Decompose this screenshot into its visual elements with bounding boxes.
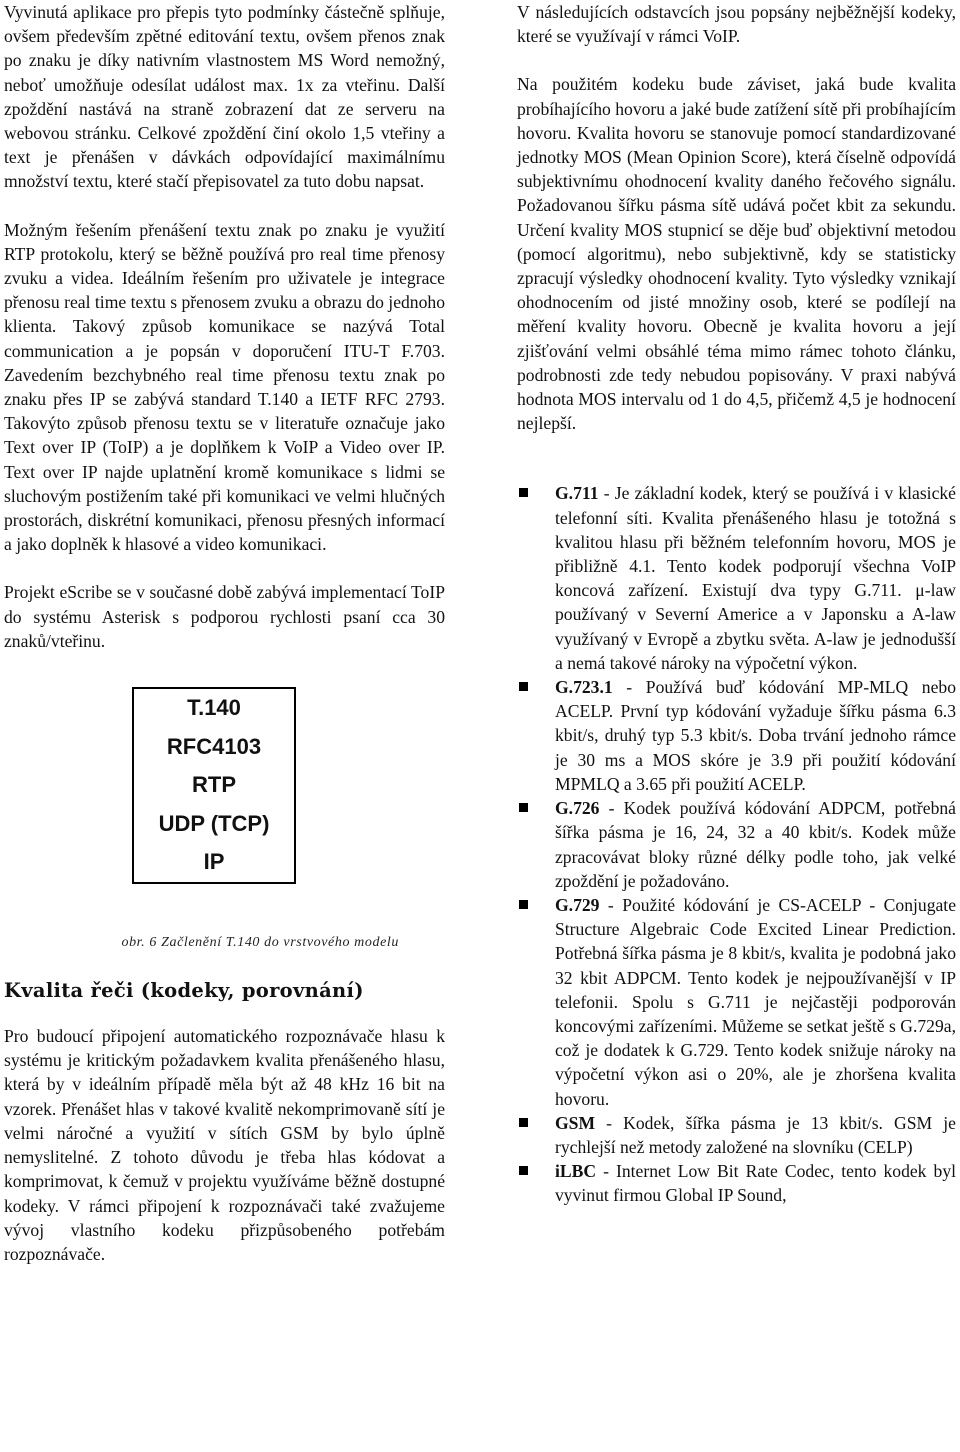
- codec-name: G.729: [555, 894, 600, 915]
- codec-name: G.723.1: [555, 677, 613, 698]
- list-item: [517, 796, 956, 893]
- escribe-paragraph: Projekt eScribe se v současné době zabývá implementací ToIP do systému Asterisk s podporou rychlosti psaní cca 30 znaků/vteřinu.: [4, 582, 445, 651]
- codec-description: - Internet Low Bit Rate Codec, tento kodek byl vyvinut firmou Global IP Sound,: [555, 1161, 956, 1206]
- mos-paragraph: Na použitém kodeku bude záviset, jaká bude kvalita probíhajícího hovoru a jaké bude zatížení sítě při probíhajícím hovoru. Kvalita hovoru se stanovuje pomocí standardizované jednotky MOS (Mean Opinion Score), která číselně odpovídá subjektivnímu ohodnocení kvality daného řečového signálu. Požadovanou šířku pásma sítě udává počet kbit za sekundu. Určení kvality MOS stupnicí se děje buď objektivní metodou (pomocí algoritmu), nebo subjektivně, kdy se statisticky zpracují výsledky ohodnocení kvality. Tyto výsledky vznikají ohodnocením od jisté množiny osob, které se podílejí na měření kvality hovoru. Obecně je kvalita hovoru a její zjišťování velmi obsáhlé téma mimo rámec tohoto článku, podrobnosti zde tedy nebudou popisovány. V praxi nabývá hodnota MOS intervalu od 1 do 4,5, přičemž 4,5 je hodnocení nejlepší.: [517, 74, 956, 434]
- codec-description: - Je základní kodek, který se používá i v klasické telefonní síti. Kvalita přenášeného hlasu je totožná s kvalitou hlasu při běžném telefonním hovoru, MOS je přibližně 4.1. Tento kodek podporují všechna VoIP koncová zařízení. Existují dva typy G.711. μ-law používaný v Severní Americe a v Japonsku a A-law využívaný v Evropě a zbytku světa. A-law je jednodušší a nemá takové nároky na výpočetní výkon.: [555, 483, 956, 673]
- codecs-intro-paragraph: V následujících odstavcích jsou popsány nejběžnější kodeky, které se využívají v rámci VoIP.: [517, 2, 956, 47]
- section-heading: Kvalita řeči (kodeky, porovnání): [4, 979, 364, 1003]
- square-bullet-icon: [519, 803, 528, 812]
- list-item: [517, 1159, 956, 1207]
- codec-description: - Kodek používá kódování ADPCM, potřebná šířka pásma je 16, 24, 32 a 40 kbit/s. Kodek může zpracovávat bloky různé délky podle toho, jak velké zpoždění je požadováno.: [555, 798, 956, 891]
- square-bullet-icon: [519, 682, 528, 691]
- square-bullet-icon: [519, 1118, 528, 1127]
- stack-layer: RTP: [192, 772, 236, 798]
- figure-caption: obr. 6 Začlenění T.140 do vrstvového modelu: [121, 935, 399, 951]
- list-item: [517, 893, 956, 1111]
- codec-name: GSM: [555, 1112, 596, 1133]
- codec-name: G.711: [555, 483, 599, 504]
- list-item: [517, 1111, 956, 1159]
- codec-list: [517, 481, 956, 1207]
- stack-layer: RFC4103: [166, 733, 262, 759]
- square-bullet-icon: [519, 488, 528, 497]
- right-column: [517, 0, 956, 1208]
- rtp-paragraph: Možným řešením přenášení textu znak po znaku je využití RTP protokolu, který se běžně používá pro real time přenosy zvuku a videa. Ideálním řešením pro uživatele je integrace přenosu real time textu s přenosem zvuku a obrazu do jednoho klienta. Takový způsob komunikace se nazývá Total communication a je popsán v doporučení ITU-T F.703. Zavedením bezchybného real time přenosu textu znak po znaku přes IP se zabývá standard T.140 a IETF RFC 2793. Takovýto způsob přenosu textu se v literatuře označuje jako Text over IP (ToIP) a je doplňkem k VoIP a Video over IP. Text over IP najde uplatnění kromě komunikace s lidmi se sluchovým postižením také při komunikaci ve velmi hlučných prostorách, diskrétní komunikaci, přenosu přesných informací a jako doplněk k hlasové a video komunikaci.: [4, 219, 445, 555]
- stack-layer: IP: [203, 849, 225, 875]
- codec-description: - Použité kódování je CS-ACELP - Conjugate Structure Algebraic Code Excited Linear Prediction. Potřebná šířka pásma je 8 kbit/s, kvalita je podobná jako 32 kbit ADPCM. Tento kodek je nejpoužívanější v IP telefonii. Spolu s G.711 je nejčastěji podporován koncovými zařízeními. Můžeme se setkat ještě s G.729a, což je dodatek k G.729. Tento kodek snižuje nároky na výpočetní výkon asi o 20%, ale je zhoršena kvalita hovoru.: [555, 894, 956, 1109]
- stack-layer: UDP (TCP): [158, 810, 270, 836]
- codec-description: - Používá buď kódování MP-MLQ nebo ACELP. První typ kódování vyžaduje šířku pásma 6.3 kbit/s, druhý typ 5.3 kbit/s. Doba trvání jednoho rámce je 30 ms a MOS skóre je 3.9 při použití kódování MPMLQ a 3.65 při použití ACELP.: [555, 677, 956, 794]
- protocol-stack: [132, 687, 296, 884]
- codec-name: G.726: [555, 798, 600, 819]
- codec-name: iLBC: [555, 1161, 597, 1182]
- codec-description: - Kodek, šířka pásma je 13 kbit/s. GSM je rychlejší než metody založené na slovníku (CELP): [555, 1112, 956, 1157]
- layer-model-figure: [4, 687, 445, 927]
- list-item: [517, 675, 956, 796]
- intro-paragraph: Vyvinutá aplikace pro přepis tyto podmínky částečně splňuje, ovšem především zpětné editování textu, ovšem přenos znak po znaku je díky nativním vlastnostem MS Word nemožný, neboť umožňuje odesílat událost max. 1x za vteřinu. Další zpoždění nastává na straně zobrazení dat ze serveru na webovou stránku. Celkové zpoždění činí okolo 1,5 vteřiny a text je přenášen v dávkách odpovídající maximálnímu množství textu, které stačí přepisovatel za tuto dobu napsat.: [4, 2, 445, 192]
- stack-layer: T.140: [187, 695, 241, 721]
- left-column: [4, 0, 445, 1266]
- square-bullet-icon: [519, 900, 528, 909]
- list-item: [517, 481, 956, 675]
- square-bullet-icon: [519, 1166, 528, 1175]
- speech-quality-paragraph: Pro budoucí připojení automatického rozpoznávače hlasu k systému je kritickým požadavkem kvalita přenášeného hlasu, která by v ideálním případě měla být až 48 kHz 16 bit na vzorek. Přenášet hlas v takové kvalitě nekomprimovaně sítí je velmi náročné a využití v sítích GSM by bylo úplně nemyslitelné. Z tohoto důvodu je třeba hlas kódovat a komprimovat, k čemuž v projektu využíváme běžně dostupné kodeky. V rámci připojení k rozpoznávači také zvažujeme vývoj vlastního kodeku přizpůsobeného potřebám rozpoznávače.: [4, 1026, 445, 1264]
